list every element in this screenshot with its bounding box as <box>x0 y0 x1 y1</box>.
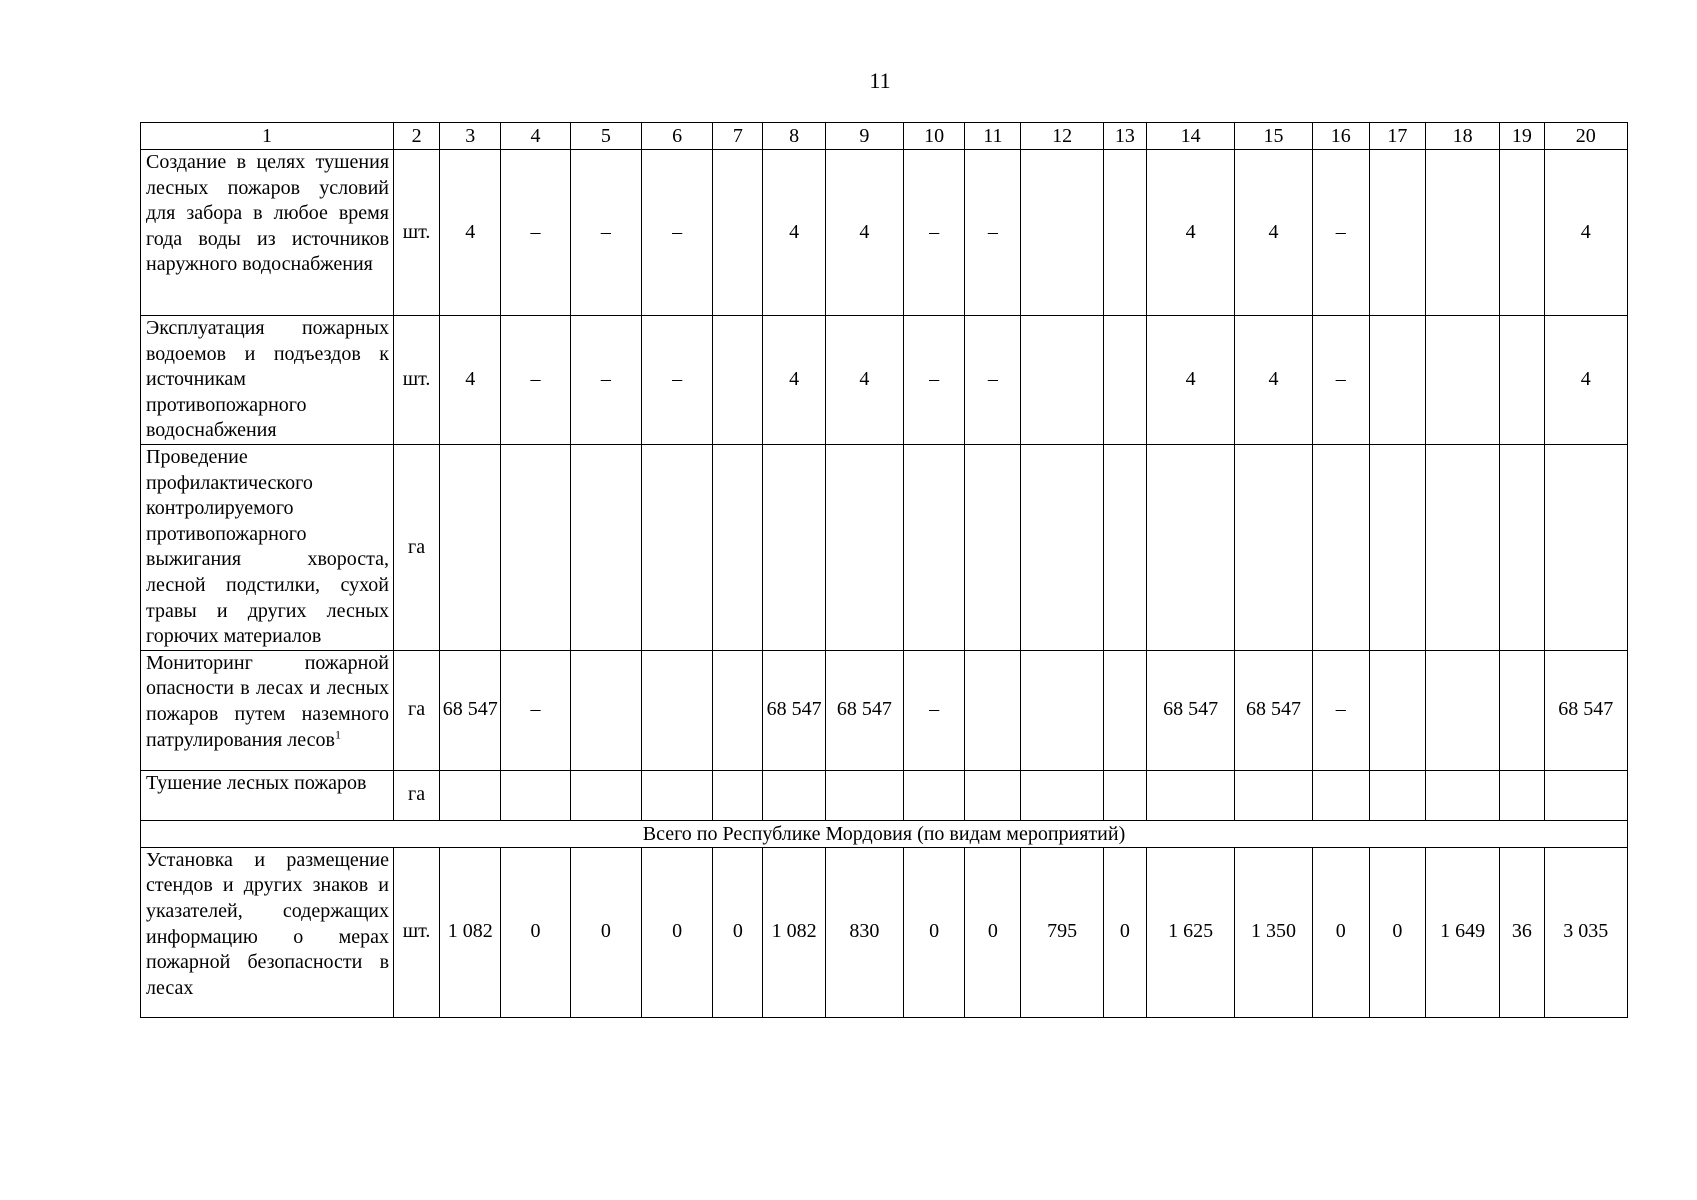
column-number-3: 3 <box>440 123 501 150</box>
measure-description-text: Эксплуатация пожарных водоемов и подъездов к источникам противопожарного водоснабжения <box>146 317 390 442</box>
measure-description-text: Установка и размещение стендов и других знаков и указателей, содержащих информацию о мерах пожарной безопасности в лесах <box>146 848 390 999</box>
value-cell-col-4: – <box>501 316 570 445</box>
value-cell-col-5: 0 <box>570 847 641 1017</box>
value-cell-col-10: – <box>904 150 965 316</box>
value-cell-col-12 <box>1021 444 1103 650</box>
value-cell-col-4 <box>501 770 570 820</box>
value-cell-col-12 <box>1021 770 1103 820</box>
measure-description-text: Мониторинг пожарной опасности в лесах и лесных пожаров путем наземного патрулирования лесов <box>146 651 390 751</box>
value-cell-col-17 <box>1369 650 1425 770</box>
value-cell-col-11: – <box>965 150 1021 316</box>
value-cell-col-19 <box>1500 150 1544 316</box>
value-cell-col-15: 1 350 <box>1235 847 1312 1017</box>
value-cell-col-11 <box>965 770 1021 820</box>
value-cell-col-20: 4 <box>1544 150 1628 316</box>
value-cell-col-7 <box>713 316 763 445</box>
value-cell-col-12 <box>1021 316 1103 445</box>
column-number-19: 19 <box>1500 123 1544 150</box>
value-cell-col-6 <box>641 650 712 770</box>
value-cell-col-8: 4 <box>763 150 825 316</box>
column-number-4: 4 <box>501 123 570 150</box>
value-cell-col-19: 36 <box>1500 847 1544 1017</box>
value-cell-col-12 <box>1021 650 1103 770</box>
value-cell-col-14 <box>1146 444 1234 650</box>
value-cell-col-4: 0 <box>501 847 570 1017</box>
value-cell-col-10 <box>904 444 965 650</box>
unit-cell: га <box>394 770 440 820</box>
column-number-11: 11 <box>965 123 1021 150</box>
section-title: Всего по Республике Мордовия (по видам мероприятий) <box>141 820 1628 847</box>
value-cell-col-18 <box>1426 316 1500 445</box>
value-cell-col-13 <box>1103 150 1146 316</box>
value-cell-col-17 <box>1369 770 1425 820</box>
value-cell-col-13 <box>1103 650 1146 770</box>
value-cell-col-8 <box>763 444 825 650</box>
value-cell-col-12: 795 <box>1021 847 1103 1017</box>
value-cell-col-8 <box>763 770 825 820</box>
value-cell-col-14: 68 547 <box>1146 650 1234 770</box>
value-cell-col-3 <box>440 770 501 820</box>
value-cell-col-19 <box>1500 770 1544 820</box>
value-cell-col-15: 4 <box>1235 150 1312 316</box>
measure-description-text: Создание в целях тушения лесных пожаров условий для забора в любое время года воды из источников наружного водоснабжения <box>146 151 390 276</box>
value-cell-col-8: 4 <box>763 316 825 445</box>
unit-cell: га <box>394 650 440 770</box>
measure-description <box>141 770 394 820</box>
column-number-18: 18 <box>1426 123 1500 150</box>
value-cell-col-5 <box>570 650 641 770</box>
value-cell-col-9: 4 <box>825 150 903 316</box>
value-cell-col-5 <box>570 770 641 820</box>
value-cell-col-16 <box>1312 770 1369 820</box>
value-cell-col-9 <box>825 770 903 820</box>
value-cell-col-20 <box>1544 770 1628 820</box>
footnote-marker: 1 <box>334 726 341 741</box>
value-cell-col-6: – <box>641 316 712 445</box>
value-cell-col-18 <box>1426 444 1500 650</box>
measure-description <box>141 847 394 1017</box>
value-cell-col-18 <box>1426 650 1500 770</box>
measure-row <box>141 770 1628 820</box>
measure-description <box>141 444 394 650</box>
value-cell-col-14: 1 625 <box>1146 847 1234 1017</box>
value-cell-col-13 <box>1103 770 1146 820</box>
value-cell-col-14: 4 <box>1146 316 1234 445</box>
column-number-5: 5 <box>570 123 641 150</box>
section-header-row <box>141 820 1628 847</box>
measure-row <box>141 650 1628 770</box>
forest-fire-measures-table <box>140 122 1628 1018</box>
value-cell-col-20: 68 547 <box>1544 650 1628 770</box>
value-cell-col-16: 0 <box>1312 847 1369 1017</box>
value-cell-col-11 <box>965 650 1021 770</box>
column-number-10: 10 <box>904 123 965 150</box>
value-cell-col-6: – <box>641 150 712 316</box>
value-cell-col-19 <box>1500 444 1544 650</box>
value-cell-col-10: – <box>904 650 965 770</box>
total-measure-row <box>141 847 1628 1017</box>
column-number-20: 20 <box>1544 123 1628 150</box>
value-cell-col-7 <box>713 150 763 316</box>
column-number-9: 9 <box>825 123 903 150</box>
value-cell-col-5: – <box>570 150 641 316</box>
value-cell-col-15: 68 547 <box>1235 650 1312 770</box>
column-number-1: 1 <box>141 123 394 150</box>
column-number-16: 16 <box>1312 123 1369 150</box>
value-cell-col-11: 0 <box>965 847 1021 1017</box>
measure-description <box>141 650 394 770</box>
value-cell-col-10 <box>904 770 965 820</box>
value-cell-col-8: 68 547 <box>763 650 825 770</box>
value-cell-col-12 <box>1021 150 1103 316</box>
column-number-2: 2 <box>394 123 440 150</box>
value-cell-col-9: 4 <box>825 316 903 445</box>
column-number-row <box>141 123 1628 150</box>
column-number-17: 17 <box>1369 123 1425 150</box>
value-cell-col-18 <box>1426 770 1500 820</box>
value-cell-col-6 <box>641 770 712 820</box>
value-cell-col-9: 830 <box>825 847 903 1017</box>
value-cell-col-19 <box>1500 650 1544 770</box>
value-cell-col-11: – <box>965 316 1021 445</box>
unit-cell: шт. <box>394 150 440 316</box>
unit-cell: га <box>394 444 440 650</box>
unit-cell: шт. <box>394 316 440 445</box>
value-cell-col-3: 4 <box>440 316 501 445</box>
measure-description-text: Проведение профилактического контролируемого противопожарного выжигания хвороста, лесной подстилки, сухой травы и других лесных горючих материалов <box>146 445 390 648</box>
measure-row <box>141 444 1628 650</box>
value-cell-col-18 <box>1426 150 1500 316</box>
value-cell-col-10: – <box>904 316 965 445</box>
column-number-13: 13 <box>1103 123 1146 150</box>
column-number-15: 15 <box>1235 123 1312 150</box>
column-number-12: 12 <box>1021 123 1103 150</box>
value-cell-col-6: 0 <box>641 847 712 1017</box>
value-cell-col-9: 68 547 <box>825 650 903 770</box>
value-cell-col-10: 0 <box>904 847 965 1017</box>
value-cell-col-11 <box>965 444 1021 650</box>
value-cell-col-14 <box>1146 770 1234 820</box>
column-number-8: 8 <box>763 123 825 150</box>
value-cell-col-4: – <box>501 650 570 770</box>
value-cell-col-17: 0 <box>1369 847 1425 1017</box>
value-cell-col-13 <box>1103 316 1146 445</box>
value-cell-col-17 <box>1369 444 1425 650</box>
value-cell-col-9 <box>825 444 903 650</box>
value-cell-col-13 <box>1103 444 1146 650</box>
value-cell-col-16: – <box>1312 650 1369 770</box>
value-cell-col-3: 1 082 <box>440 847 501 1017</box>
value-cell-col-20: 3 035 <box>1544 847 1628 1017</box>
value-cell-col-4: – <box>501 150 570 316</box>
value-cell-col-20 <box>1544 444 1628 650</box>
value-cell-col-5 <box>570 444 641 650</box>
value-cell-col-3: 4 <box>440 150 501 316</box>
value-cell-col-18: 1 649 <box>1426 847 1500 1017</box>
value-cell-col-7 <box>713 650 763 770</box>
value-cell-col-20: 4 <box>1544 316 1628 445</box>
column-number-14: 14 <box>1146 123 1234 150</box>
value-cell-col-17 <box>1369 150 1425 316</box>
value-cell-col-6 <box>641 444 712 650</box>
value-cell-col-3 <box>440 444 501 650</box>
page-number: 11 <box>869 68 891 93</box>
value-cell-col-16 <box>1312 444 1369 650</box>
value-cell-col-3: 68 547 <box>440 650 501 770</box>
value-cell-col-19 <box>1500 316 1544 445</box>
measure-description-text: Тушение лесных пожаров <box>146 771 367 794</box>
value-cell-col-15 <box>1235 770 1312 820</box>
value-cell-col-8: 1 082 <box>763 847 825 1017</box>
measure-description <box>141 316 394 445</box>
value-cell-col-7 <box>713 770 763 820</box>
unit-cell: шт. <box>394 847 440 1017</box>
measure-description <box>141 150 394 316</box>
column-number-7: 7 <box>713 123 763 150</box>
column-number-6: 6 <box>641 123 712 150</box>
value-cell-col-17 <box>1369 316 1425 445</box>
value-cell-col-7: 0 <box>713 847 763 1017</box>
value-cell-col-7 <box>713 444 763 650</box>
value-cell-col-14: 4 <box>1146 150 1234 316</box>
value-cell-col-4 <box>501 444 570 650</box>
value-cell-col-16: – <box>1312 316 1369 445</box>
measure-row <box>141 150 1628 316</box>
measure-row <box>141 316 1628 445</box>
value-cell-col-15 <box>1235 444 1312 650</box>
value-cell-col-5: – <box>570 316 641 445</box>
value-cell-col-16: – <box>1312 150 1369 316</box>
value-cell-col-15: 4 <box>1235 316 1312 445</box>
value-cell-col-13: 0 <box>1103 847 1146 1017</box>
